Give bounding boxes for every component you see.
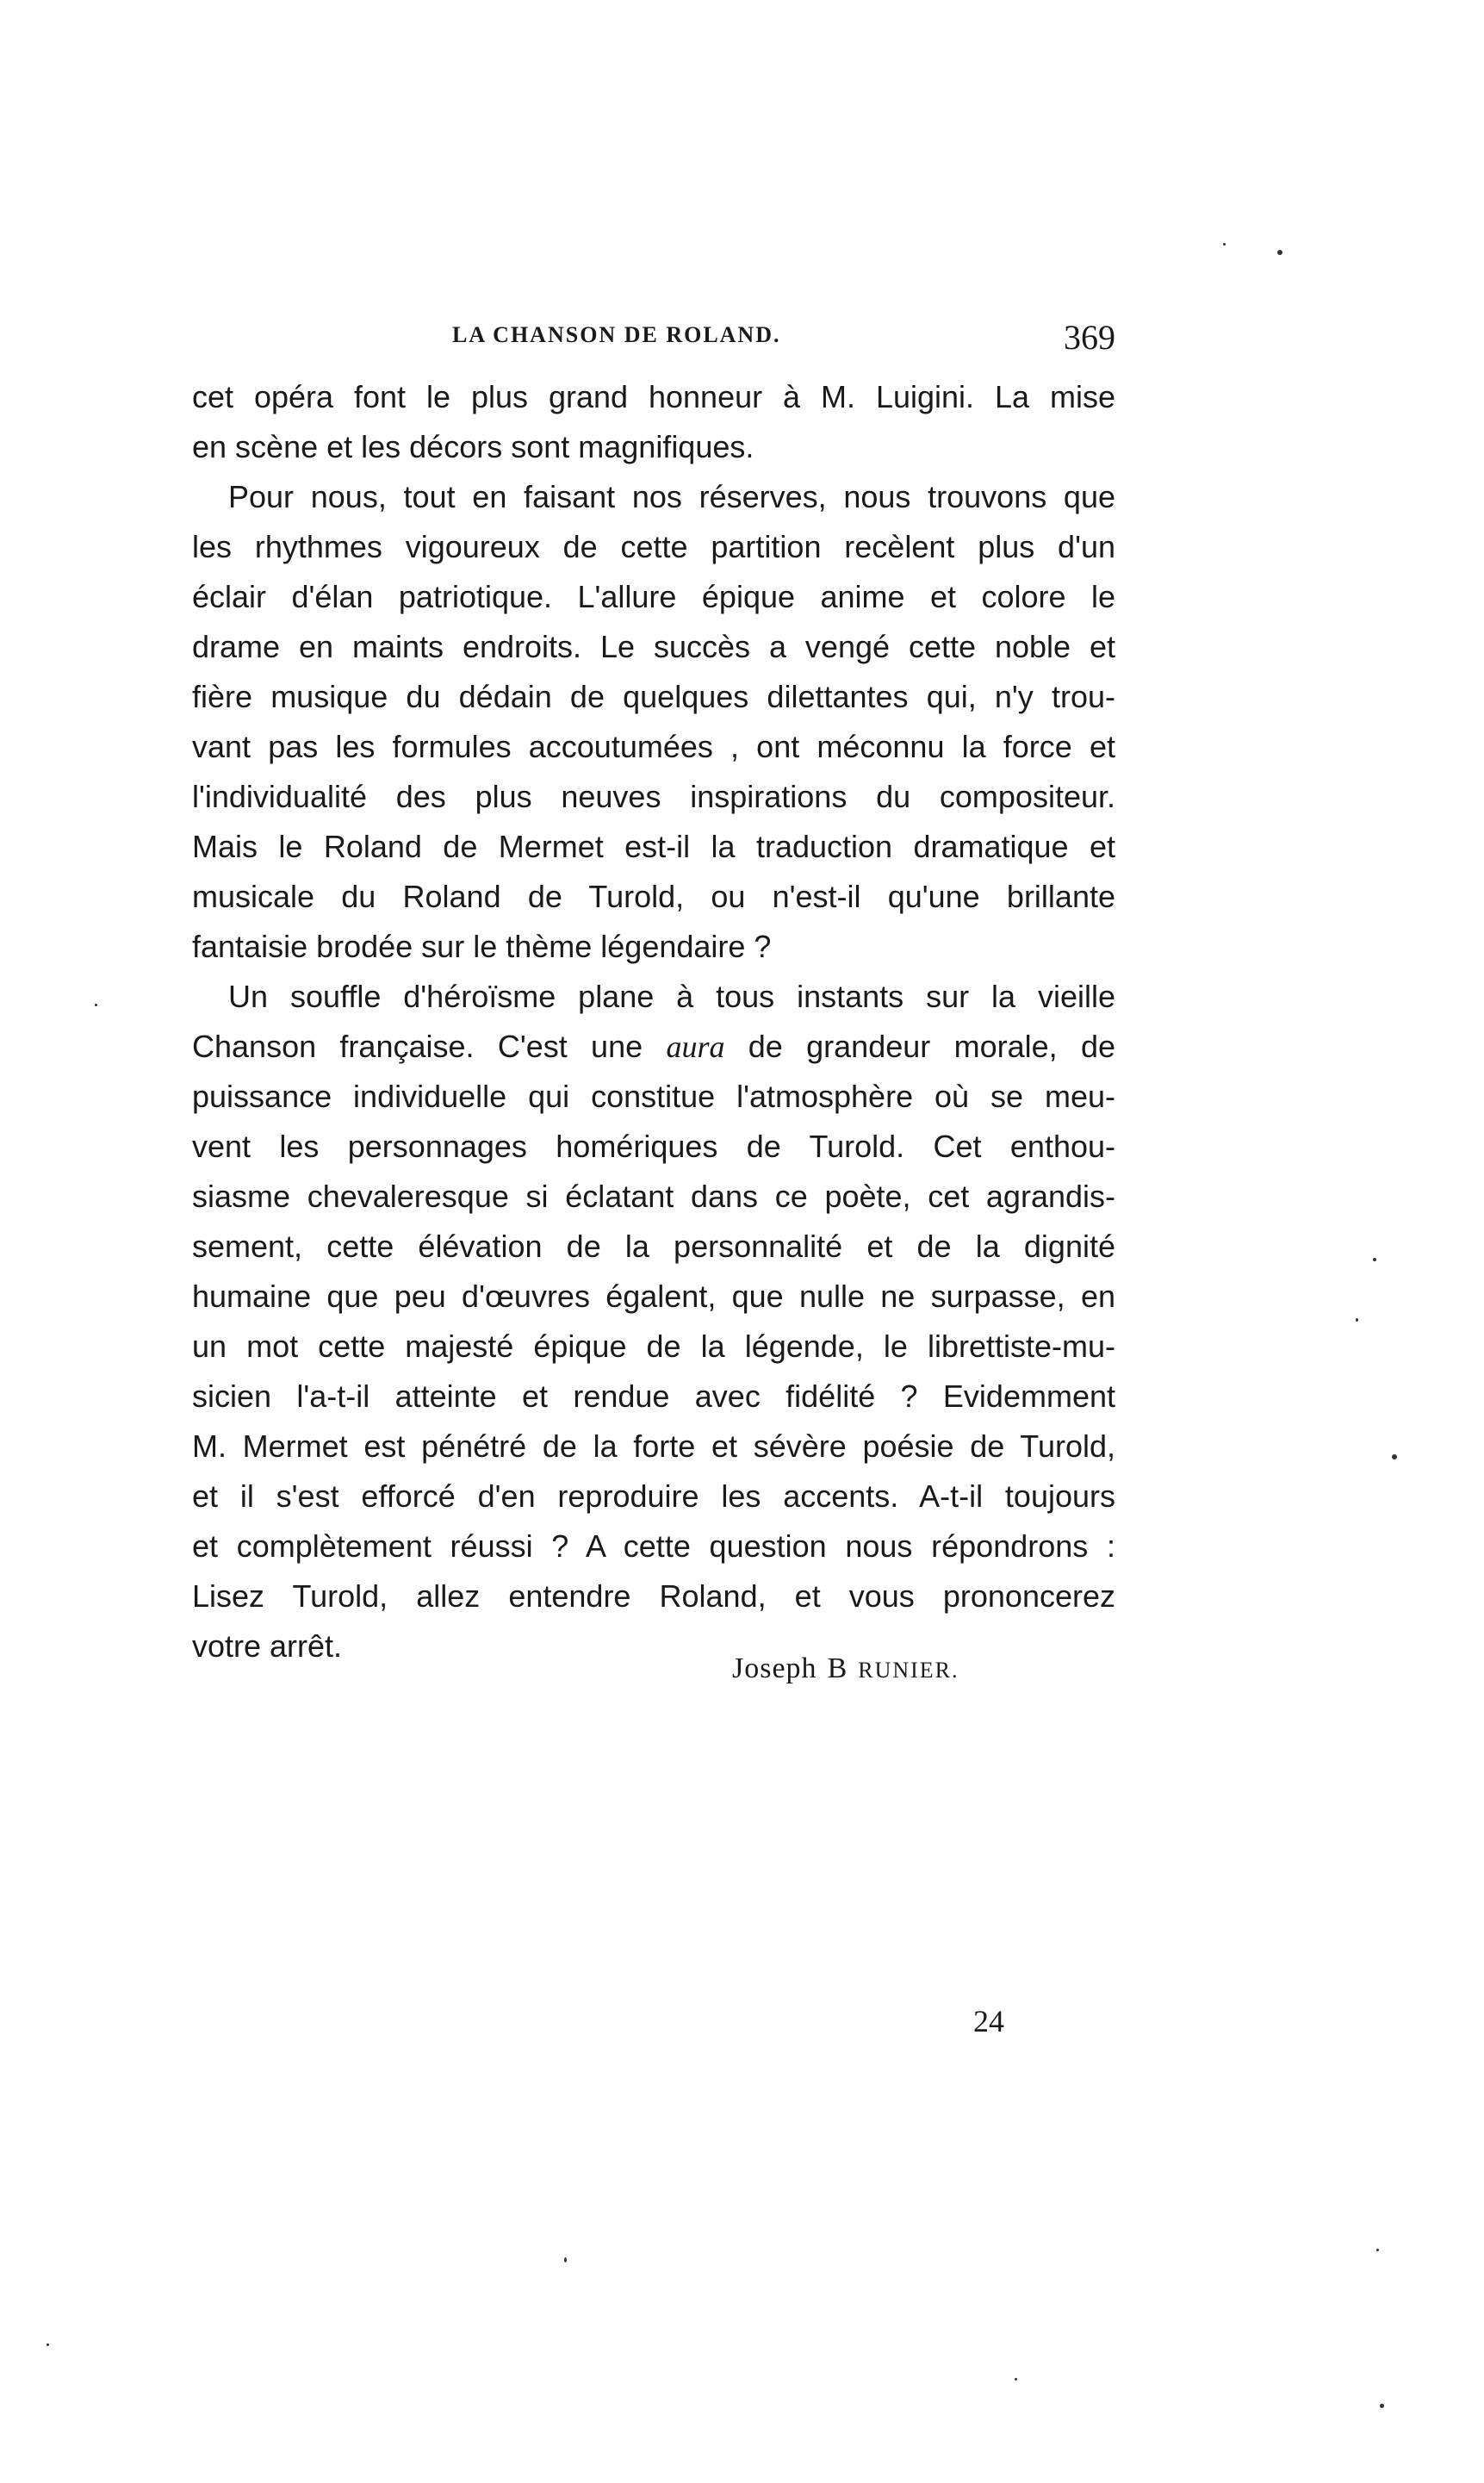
text-line: Un souffle d'héroïsme plane à tous instants sur la vieille bbox=[228, 979, 1115, 1014]
scan-speck bbox=[1015, 2378, 1017, 2380]
signature-mark: 24 bbox=[973, 2004, 1004, 2038]
article-text bbox=[192, 372, 1115, 1671]
scan-speck bbox=[1373, 1258, 1376, 1261]
text-fragment: de grandeur morale, de bbox=[724, 1029, 1115, 1064]
italic-word: aura bbox=[666, 1030, 725, 1064]
author-last-name-initial: B bbox=[827, 1652, 848, 1684]
running-head bbox=[194, 317, 1115, 360]
text-line: et il s'est efforcé d'en reproduire les accents. A-t-il toujours bbox=[192, 1478, 1115, 1514]
author-last-name-rest: RUNIER. bbox=[858, 1658, 959, 1683]
text-line: un mot cette majesté épique de la légende, le librettiste-mu- bbox=[192, 1329, 1115, 1364]
text-line: drame en maints endroits. Le succès a vengé cette noble et bbox=[192, 629, 1115, 664]
scan-speck bbox=[47, 2343, 49, 2346]
text-line: Pour nous, tout en faisant nos réserves, nous trouvons que bbox=[228, 479, 1115, 514]
text-line: siasme chevaleresque si éclatant dans ce poète, cet agrandis- bbox=[192, 1179, 1115, 1214]
text-line bbox=[192, 1022, 1115, 1072]
text-line: cet opéra font le plus grand honneur à M. Luigini. La mise bbox=[192, 379, 1115, 414]
text-line: fière musique du dédain de quelques dilettantes qui, n'y trou- bbox=[192, 679, 1115, 714]
text-line: les rhythmes vigoureux de cette partition recèlent plus d'un bbox=[192, 529, 1115, 564]
text-line: sicien l'a-t-il atteinte et rendue avec fidélité ? Evidemment bbox=[192, 1378, 1115, 1414]
author-last-name bbox=[828, 1652, 959, 1685]
page-number: 369 bbox=[1064, 318, 1115, 357]
scan-speck bbox=[1223, 243, 1226, 246]
text-line: sement, cette élévation de la personnalité et de la dignité bbox=[192, 1229, 1115, 1264]
text-line: musicale du Roland de Turold, ou n'est-il qu'une brillante bbox=[192, 879, 1115, 914]
scan-speck bbox=[1277, 250, 1282, 255]
text-line: Mais le Roland de Mermet est-il la traduction dramatique et bbox=[192, 829, 1115, 864]
author-signature bbox=[732, 1652, 959, 1685]
text-line: Lisez Turold, allez entendre Roland, et vous prononcerez bbox=[192, 1578, 1115, 1614]
text-line: M. Mermet est pénétré de la forte et sévère poésie de Turold, bbox=[192, 1428, 1115, 1464]
scan-speck bbox=[1376, 2249, 1379, 2251]
text-line: en scène et les décors sont magnifiques. bbox=[192, 429, 754, 464]
text-line: l'individualité des plus neuves inspirations du compositeur. bbox=[192, 779, 1115, 814]
text-line: votre arrêt. bbox=[192, 1628, 343, 1664]
scan-speck bbox=[1356, 1318, 1358, 1322]
text-line: vent les personnages homériques de Turold. Cet enthou- bbox=[192, 1129, 1115, 1164]
running-title: LA CHANSON DE ROLAND. bbox=[452, 322, 781, 347]
text-line: vant pas les formules accoutumées , ont méconnu la force et bbox=[192, 729, 1115, 764]
text-line: et complètement réussi ? A cette question nous répondrons : bbox=[192, 1528, 1115, 1564]
text-line: humaine que peu d'œuvres égalent, que nulle ne surpasse, en bbox=[192, 1279, 1115, 1314]
text-line: fantaisie brodée sur le thème légendaire ? bbox=[192, 929, 772, 964]
scan-speck bbox=[95, 1004, 97, 1006]
author-first-name: Joseph bbox=[732, 1652, 817, 1684]
text-line: éclair d'élan patriotique. L'allure épique anime et colore le bbox=[192, 579, 1115, 614]
scan-speck bbox=[1380, 2404, 1384, 2408]
text-line: puissance individuelle qui constitue l'atmosphère où se meu- bbox=[192, 1079, 1115, 1114]
text-fragment: Chanson française. C'est une bbox=[192, 1029, 667, 1064]
scan-speck bbox=[1392, 1454, 1397, 1459]
scan-speck bbox=[564, 2257, 567, 2262]
